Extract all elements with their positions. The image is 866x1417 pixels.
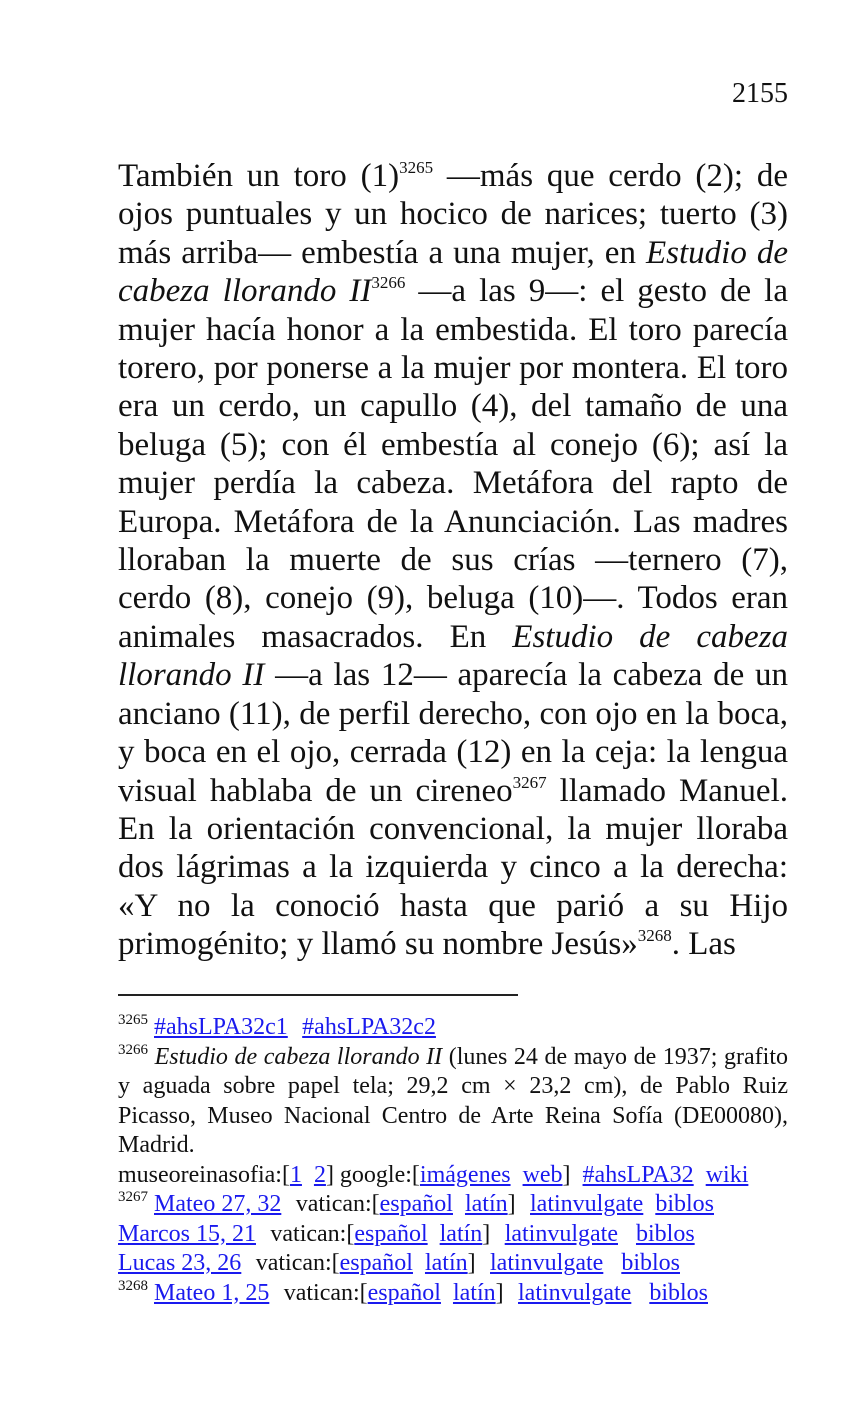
link-espanol[interactable]: español [339, 1250, 413, 1276]
footnote-3268 [118, 1279, 788, 1309]
link-espanol[interactable]: español [367, 1279, 441, 1306]
link-wiki[interactable]: wiki [705, 1161, 749, 1188]
link-google-web[interactable]: web [522, 1161, 563, 1188]
footnote-3266 [118, 1043, 788, 1161]
link-latin[interactable]: latín [424, 1250, 468, 1276]
museo-prefix: museoreinasofia:[ [118, 1161, 290, 1188]
vatican-prefix: vatican:[ [295, 1191, 380, 1217]
link-ahslpa32c2[interactable]: #ahsLPA32c2 [302, 1014, 436, 1040]
footnote-3267-ref-1 [118, 1190, 788, 1220]
footnote-separator [118, 994, 518, 996]
link-bible-ref[interactable]: Mateo 1, 25 [154, 1279, 270, 1306]
link-latinvulgate[interactable]: latinvulgate [504, 1220, 618, 1247]
link-latin[interactable]: latín [439, 1220, 483, 1247]
link-bible-ref[interactable]: Marcos 15, 21 [118, 1220, 256, 1247]
footnote-3266-links: museoreinasofia:[1 2] google:[imágenes web] #ahsLPA32 wiki [118, 1161, 749, 1188]
footnote-number: 3266 [118, 1041, 148, 1058]
footnote-3267-ref-3 [118, 1249, 788, 1279]
artwork-title: Estudio de cabeza llorando II [118, 234, 789, 310]
footnote-ref-3266[interactable]: 3266 [371, 273, 406, 293]
bracket-close: ] [507, 1191, 516, 1217]
footnote-number: 3265 [118, 1012, 148, 1028]
link-latinvulgate[interactable]: latinvulgate [518, 1279, 632, 1306]
footnotes [118, 1013, 788, 1308]
link-latinvulgate[interactable]: latinvulgate [490, 1250, 604, 1276]
footnote-3265 [118, 1013, 788, 1043]
bracket-close: ] [467, 1250, 476, 1276]
main-paragraph [118, 157, 788, 964]
link-bible-ref[interactable]: Lucas 23, 26 [118, 1250, 242, 1276]
link-bible-ref[interactable]: Mateo 27, 32 [154, 1191, 282, 1217]
vatican-prefix: vatican:[ [255, 1250, 340, 1276]
link-biblos[interactable]: biblos [635, 1220, 695, 1247]
body-text [118, 157, 788, 964]
vatican-prefix: vatican:[ [283, 1279, 368, 1306]
footnote-description: (lunes 24 de mayo de 1937; grafito y aguada sobre papel tela; 29,2 cm × 23,2 cm), de Pablo Ruiz Picasso, Museo Nacional Centro de Arte Reina Sofía (DE00080), Madrid. [118, 1043, 789, 1158]
footnote-ref-3265[interactable]: 3265 [399, 158, 434, 177]
bracket-close: ] [482, 1220, 491, 1247]
footnote-ref-3267[interactable]: 3267 [512, 772, 547, 792]
link-espanol[interactable]: español [354, 1220, 428, 1247]
link-biblos[interactable]: biblos [621, 1250, 680, 1276]
link-museo-1[interactable]: 1 [289, 1161, 302, 1188]
body-segment: También un toro (1) [118, 158, 400, 194]
link-latinvulgate[interactable]: latinvulgate [530, 1191, 644, 1217]
footnote-3267-ref-2 [118, 1220, 788, 1250]
footnote-number: 3268 [118, 1277, 148, 1294]
link-ahslpa32[interactable]: #ahsLPA32 [582, 1161, 694, 1188]
link-latin[interactable]: latín [452, 1279, 496, 1306]
vatican-prefix: vatican:[ [270, 1220, 355, 1247]
body-segment: —a las 12— aparecía la cabeza de un anciano (11), de perfil derecho, con ojo en la boca, y boca en el ojo, cerrada (12) en la ceja: la lengua visual hablaba de un cireneo [118, 657, 788, 809]
bracket-close: ] [495, 1279, 504, 1306]
link-biblos[interactable]: biblos [649, 1279, 708, 1306]
body-segment: llamado Manuel. En la orientación convencional, la mujer lloraba dos lágrimas a la izquierda y cinco a la derecha: «Y no la conoció hasta que parió a su Hijo primogénito; y llamó su nombre Jesús» [118, 772, 788, 963]
link-ahslpa32c1[interactable]: #ahsLPA32c1 [154, 1014, 288, 1040]
footnote-ref-3268[interactable]: 3268 [637, 926, 672, 946]
page-number: 2155 [732, 78, 788, 109]
link-museo-2[interactable]: 2 [313, 1161, 326, 1188]
body-segment: . Las [671, 926, 736, 963]
link-espanol[interactable]: español [379, 1191, 453, 1217]
link-google-images[interactable]: imágenes [419, 1161, 511, 1188]
body-segment: —a las 9—: el gesto de la mujer hacía honor a la embestida. El toro parecía torero, por ponerse a la mujer por montera. El toro era un cerdo, un capullo (4), del tamaño de una beluga (5); con él embestía al conejo (6); así la mujer perdía la cabeza. Metáfora del rapto de Europa. Metáfora de la Anunciación. Las madres lloraban la muerte de sus crías —ternero (7), cerdo (8), conejo (9), beluga (10)—. Todos eran animales masacrados. En [118, 273, 788, 655]
body-segment: —más que cerdo (2); de ojos puntuales y un hocico de narices; tuerto (3) más arriba— embestía a una mujer, en [118, 158, 788, 271]
footnote-number: 3267 [118, 1189, 148, 1205]
google-prefix: ] google:[ [325, 1161, 420, 1188]
link-latin[interactable]: latín [464, 1191, 508, 1217]
link-biblos[interactable]: biblos [655, 1191, 714, 1217]
artwork-title: Estudio de cabeza llorando II [118, 618, 788, 694]
artwork-title: Estudio de cabeza llorando II [154, 1043, 443, 1070]
